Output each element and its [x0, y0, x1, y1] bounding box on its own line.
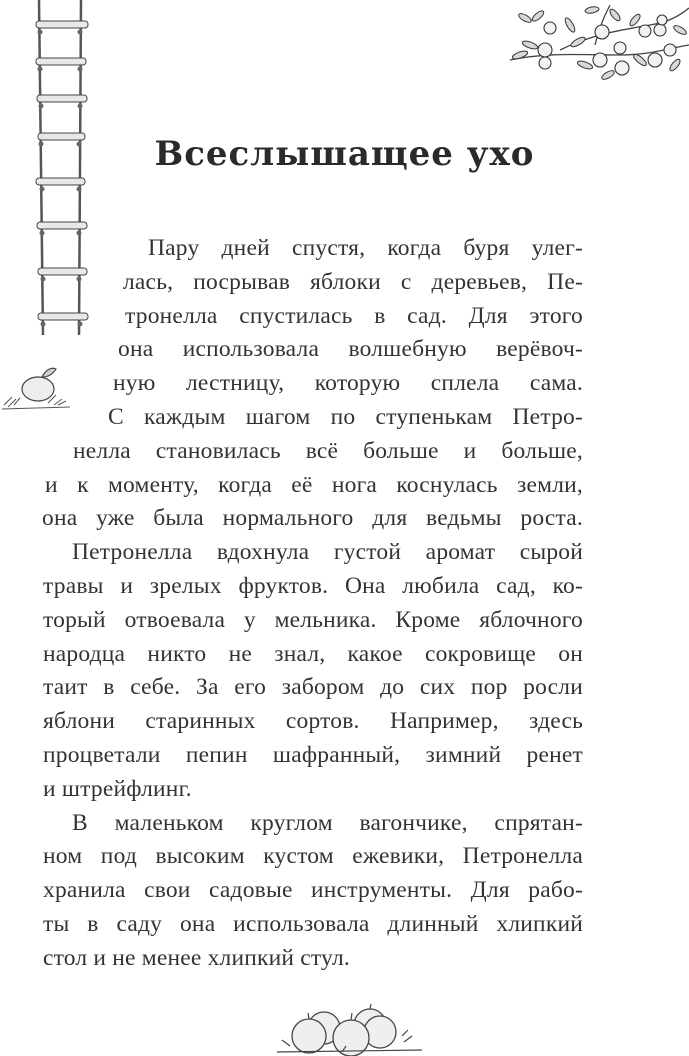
- text-line: народца никто не знал, какое сокровище он: [43, 640, 583, 667]
- apple-icon: [0, 355, 75, 415]
- text-line: ную лестницу, которую сплела сама.: [113, 370, 583, 397]
- text-line: тронелла спустилась в сад. Для этого: [125, 302, 583, 329]
- apple-pile-icon: [262, 1000, 432, 1056]
- apple-branch-icon: [500, 0, 689, 90]
- text-line: лась, посрывав яблоки с деревьев, Пе-: [123, 268, 583, 295]
- text-line: стол и не менее хлипкий стул.: [43, 944, 350, 971]
- text-line: яблони старинных сортов. Например, здесь: [43, 708, 583, 735]
- text-line: таит в себе. За его забором до сих пор росли: [43, 674, 583, 701]
- text-line: нелла становилась всё больше и больше,: [73, 437, 583, 464]
- text-line: и штрейфлинг.: [43, 775, 192, 802]
- text-line: и к моменту, когда её нога коснулась земли,: [45, 471, 583, 498]
- text-line: хранила свои садовые инструменты. Для рабо-: [43, 877, 583, 904]
- text-line: В маленьком круглом вагончике, спрятан-: [72, 809, 583, 836]
- text-line: торый отвоевала у мельника. Кроме яблочного: [43, 606, 583, 633]
- text-line: ном под высоким кустом ежевики, Петронелла: [43, 843, 583, 870]
- text-line: Петронелла вдохнула густой аромат сырой: [72, 539, 583, 566]
- text-line: ты в саду она использовала длинный хлипкий: [43, 911, 583, 937]
- text-line: Пару дней спустя, когда буря улег-: [148, 235, 583, 261]
- text-line: травы и зрелых фруктов. Она любила сад, ко-: [43, 573, 583, 599]
- text-line: она уже была нормального для ведьмы роста.: [42, 505, 583, 532]
- chapter-title: Всеслышащее ухо: [154, 134, 535, 174]
- text-line: процветали пепин шафранный, зимний ренет: [43, 742, 583, 768]
- text-line: С каждым шагом по ступенькам Петро-: [108, 404, 583, 430]
- text-line: она использовала волшебную верёвоч-: [118, 336, 583, 363]
